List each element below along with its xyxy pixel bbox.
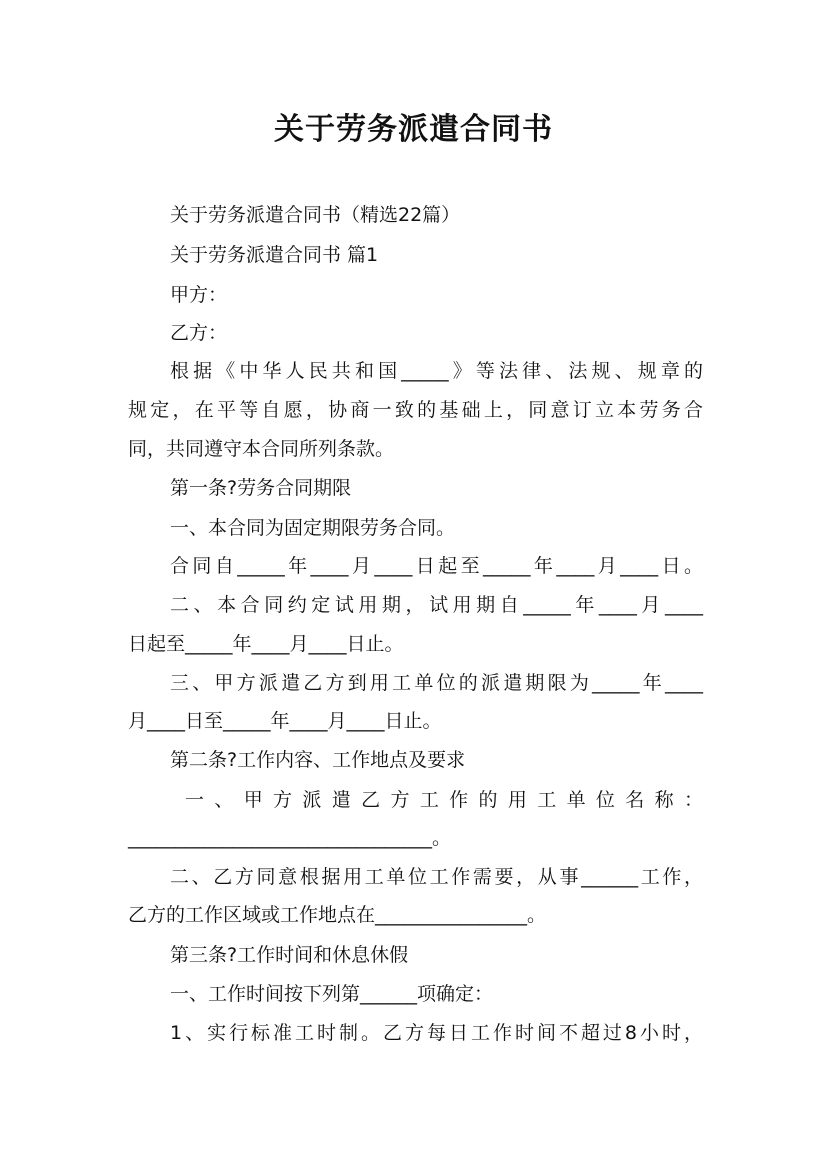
paragraph-line: 1、实行标准工时制。乙方每日工作时间不超过8小时，: [170, 1022, 703, 1044]
article-heading: 第二条?工作内容、工作地点及要求: [170, 749, 466, 771]
paragraph-line: 规定，在平等自愿，协商一致的基础上，同意订立本劳务合: [128, 399, 703, 421]
paragraph-line: 二、本合同约定试用期，试用期自_____年____月____: [170, 594, 703, 616]
paragraph-line: 日起至_____年____月____日止。: [128, 633, 404, 655]
paragraph-line: 月____日至_____年____月____日止。: [128, 710, 442, 732]
paragraph-line: 二、乙方同意根据用工单位工作需要，从事______工作，: [170, 866, 703, 888]
paragraph-line: ________________________________。: [128, 827, 452, 849]
paragraph-line: 一、甲方派遣乙方工作的用工单位名称：: [185, 789, 703, 811]
paragraph-line: 一、工作时间按下列第______项确定：: [170, 983, 494, 1005]
party-a-line: 甲方：: [170, 284, 228, 306]
paragraph-line: 合同自_____年____月____日起至_____年____月____日。: [170, 555, 703, 577]
document-title: 关于劳务派遣合同书: [274, 112, 553, 147]
article-heading: 第三条?工作时间和休息休假: [170, 944, 409, 966]
section-heading: 关于劳务派遣合同书 篇1: [170, 244, 379, 266]
subtitle-line: 关于劳务派遣合同书（精选22篇）: [170, 204, 461, 226]
paragraph-line: 同，共同遵守本合同所列条款。: [128, 438, 395, 460]
paragraph-line: 乙方的工作区域或工作地点在________________。: [128, 904, 547, 926]
paragraph-line: 三、甲方派遣乙方到用工单位的派遣期限为_____年____: [170, 672, 703, 694]
article-heading: 第一条?劳务合同期限: [170, 477, 352, 499]
paragraph-line: 根据《中华人民共和国_____》等法律、法规、规章的: [170, 360, 703, 382]
paragraph-line: 一、本合同为固定期限劳务合同。: [170, 517, 456, 539]
party-b-line: 乙方：: [170, 322, 228, 344]
